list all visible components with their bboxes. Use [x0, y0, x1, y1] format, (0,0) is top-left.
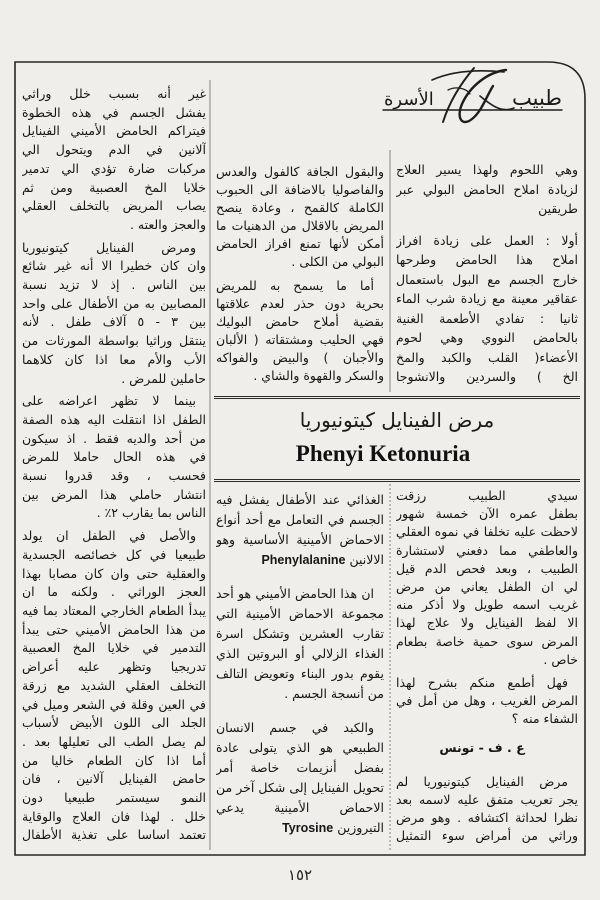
text-line: من أنسجة الجسم . — [284, 686, 384, 701]
text-line: الغذائي عند الأطفال يفشل فيه — [216, 492, 384, 507]
paragraph — [216, 718, 384, 838]
text-line: الاحماض الأمينية الأساسية وهو — [216, 532, 384, 547]
text-line: خلايا المخ العصبية ومن ثم — [22, 179, 206, 195]
text-line: والكبد في جسم الانسان — [216, 720, 374, 735]
text-line: غير أنه بسبب خلل وراثي — [22, 86, 206, 101]
text-line: الالانين Phenylalanine — [261, 552, 384, 567]
text-line: يجر تعريب متفق عليه لاسمه بعد — [396, 792, 578, 808]
text-line: ان هذا الحامض الأميني هو أحد — [216, 586, 374, 601]
text-line: مجموعة الاحماض الأمينية التي — [216, 606, 384, 621]
paragraph — [22, 392, 206, 523]
text-line: ثانيا : تفادي الأطعمة الغنية — [396, 310, 578, 326]
text-line: الناس بما يقارب ٢٪ . — [96, 505, 206, 521]
text-line: لم يصل الطب الى تعليلها بعد . — [22, 733, 206, 749]
text-line: فهل أطمع منكم بشرح لهذا — [396, 675, 568, 691]
text-line: يبدأ الطعام الخارجي المعتاد بما فيه — [22, 602, 206, 618]
text-line: انتشار حاملي هذا المرض بين — [22, 486, 206, 502]
text-line: طريقين — [538, 201, 578, 216]
paragraph — [216, 163, 384, 271]
text-line: فيتراكم الحامض الأميني الفينايل — [22, 123, 206, 139]
text-line: خاص . — [543, 651, 578, 667]
text-line: فهي الحليب ومشتقاته ( الألبان — [216, 332, 384, 347]
text-line: يقوم بدور البناء وتعويض التالف — [216, 666, 384, 681]
text-line: سيدي الطبيب رزقت — [396, 488, 578, 503]
column-middle-bottom — [216, 490, 384, 850]
logo-word-doctor: طبيب — [512, 86, 563, 110]
paragraph — [216, 490, 384, 570]
paragraph — [396, 160, 578, 219]
text-line: تدريجيا وتظهر عليه أعراض — [22, 659, 206, 675]
text-line: والفاصوليا بالاضافة الى الحبوب — [216, 182, 384, 197]
text-line: آلانين في الدم ويتحول الي — [22, 142, 206, 158]
text-line: بين ٣ - ٥ آلاف طفل . لأنه — [22, 314, 206, 330]
paragraph — [396, 773, 578, 846]
text-line: والسكر والقهوة والشاي . — [253, 368, 384, 383]
paragraph — [22, 239, 206, 389]
text-line: يفشل الجسم في هذه الخطوة — [22, 104, 206, 120]
text-line: في العين وقلة في الشعر وميل في — [22, 696, 206, 712]
text-line: بينما لا تظهر اعراضه على — [22, 393, 196, 409]
text-line: تعتمد اساسا على تغذية الأطفال — [22, 827, 206, 843]
text-line: الأعضاء( القلب والكبد والمخ — [396, 349, 578, 365]
text-line: غريب اسمه طويل ولا أذكر منه — [396, 597, 578, 613]
text-line: المريض بالاقلال من الدهنيات ما — [216, 218, 384, 233]
text-line: الجسم في التعامل مع أحد أنواع — [216, 512, 384, 527]
text-line: والأجبان ) والبيض والفواكه — [216, 350, 384, 365]
text-line: ومرض الفينايل كيتونيوريا — [22, 239, 196, 255]
paragraph — [216, 584, 384, 704]
text-line: وهي اللحوم ولهذا يسير العلاج — [396, 162, 578, 177]
text-line: حامض الفينايل آلانين ، فان — [22, 771, 206, 787]
text-line: أمكن لأنها تمنع افراز الحامض — [216, 236, 384, 251]
text-line: الأب والأم معا اذا كان كلاهما — [22, 351, 206, 367]
text-line: بقضية أملاح حامض البوليك — [216, 314, 384, 329]
column-right-bottom — [396, 487, 578, 853]
text-line: الكاملة كالقمح ، وعادة ينصح — [216, 200, 384, 215]
text-line: الخ ) والسردين والانشوجا — [396, 369, 578, 384]
text-line: من هذا الحامض الأميني حتى يبدأ — [22, 621, 206, 637]
text-line: مركبات ضارة تؤدي الي تدمير — [22, 160, 206, 176]
text-line: والعاطفي مما دفعني لاستشارة — [396, 542, 578, 558]
column-right-top — [396, 160, 578, 392]
text-line: المصابين به من الأطفال على واحد — [22, 295, 206, 311]
text-line: التيروزين Tyrosine — [282, 820, 384, 835]
paragraph — [22, 85, 206, 235]
text-line: البولي من الكلى . — [291, 254, 384, 269]
text-line: بفضل أنزيمات خاصة أمر — [216, 760, 384, 775]
text-line: الشفاء منه ؟ — [511, 711, 578, 727]
text-line: الغذاء الزلالي أو البروتين الذي — [216, 646, 384, 661]
text-line: والعجز والعته . — [129, 216, 206, 232]
text-line: التخلف العقلي الشديد مع زرقة — [22, 677, 206, 693]
logo-word-family: الأسرة — [384, 89, 434, 110]
text-line: الجلد الى اللون الأبيض لأسباب — [22, 715, 206, 731]
text-line: عقاقير معينة مع زيادة شرب الماء — [396, 291, 578, 306]
text-line: حاملين للمرض . — [121, 370, 206, 386]
column-middle-top — [216, 163, 384, 391]
paragraph — [22, 527, 206, 845]
text-line: املاح هذا الحامض وطرحها — [396, 252, 578, 267]
paragraph — [396, 487, 578, 669]
article-title: مرض الفينايل كيتونيوريا — [299, 408, 495, 432]
text-line: بطفل عمره الآن خمسة شهور — [396, 506, 578, 522]
text-line: لي ان الطفل يعاني من مرض — [396, 579, 578, 595]
text-line: خلل . لهذا فان العلاج والوقاية — [22, 808, 206, 824]
text-line: أما ما يسمح به للمريض — [216, 278, 374, 293]
text-line: الطبيعي هو الذي يتولى عادة — [216, 740, 384, 755]
text-line: لزيادة املاح الحامض البولي عبر — [396, 181, 578, 197]
paragraph — [396, 739, 578, 757]
text-line: التدمير في خلايا المخ العصبية — [22, 640, 206, 656]
text-line: مرض الفينايل كيتونيوريا لم — [396, 773, 568, 789]
text-line: وان كان خطيرا الا أنه غير شائع — [22, 258, 206, 274]
column-left — [22, 85, 206, 853]
text-line: والبقول الجافة كالفول والعدس — [216, 164, 384, 179]
text-line: نظرا لحداثة اكتشافه . وهو مرض — [396, 810, 578, 826]
text-line: طبيعيا في كل خصائصه الجسدية — [22, 546, 206, 562]
paragraph — [216, 277, 384, 385]
text-line: والأصل في الطفل ان يولد — [22, 528, 196, 544]
text-line: تحويل الفينايل إلى شكل آخر من — [216, 780, 384, 795]
article-title-english: Phenyi Ketonuria — [295, 441, 471, 466]
text-line: الاحماض الأمينية يدعي — [216, 800, 384, 815]
text-line: العجز الوراثي . ولكنه ما ان — [22, 584, 206, 600]
text-line: خارج الجسم مع البول باستعمال — [396, 271, 578, 287]
text-line: ينتقل وراثيا بواسطة المورثات من — [22, 333, 206, 349]
text-line: تقارب العشرين وتشكل اسرة — [216, 626, 384, 641]
text-line: الطبيب ، وبعد فحص الدم قيل — [396, 560, 578, 576]
text-line: ع . ف - تونس — [439, 739, 525, 755]
text-line: بالحامض النووي وهي لحوم — [396, 330, 578, 345]
text-line: الا لفظ الفينايل ولا علاج لهذا — [396, 615, 578, 631]
text-line: يصاب المريض بالتخلف العقلي — [22, 198, 206, 214]
text-line: لاحظت عليه تخلفا في نموه العقلي — [396, 524, 578, 540]
text-line: بين الناس . إذ لا تزيد نسبة — [22, 277, 206, 293]
text-line: من أحد والديه فقط . اذ سيكون — [22, 430, 206, 446]
text-line: وراثي من أمراض سوء التمثيل — [396, 828, 578, 844]
text-line: النمو سيستمر طبيعيا دون — [22, 790, 206, 806]
text-line: الطفل اذا انتقلت اليه هذه الصفة — [22, 411, 206, 427]
text-line: أولا : العمل على زيادة افراز — [396, 232, 578, 248]
text-line: المرض الغريب ، وهل من أمل في — [396, 693, 578, 709]
text-line: أما اذا كان الطعام خاليا من — [22, 752, 206, 768]
text-line: المرض سوى حمية خاصة بطعام — [396, 633, 578, 649]
text-line: في هذه الحال حاملا للمرض — [22, 449, 206, 465]
page-number: ١٥٢ — [287, 866, 313, 884]
text-line: والعقلية حتى وان كان مصابا بهذا — [22, 565, 206, 581]
paragraph — [396, 231, 578, 387]
text-line: بحرية دون حذر لعدم علاقتها — [216, 296, 384, 311]
article-heading — [214, 396, 580, 482]
text-line: فحسب ، وقد قدروا نسبة — [22, 468, 206, 484]
paragraph — [396, 674, 578, 729]
